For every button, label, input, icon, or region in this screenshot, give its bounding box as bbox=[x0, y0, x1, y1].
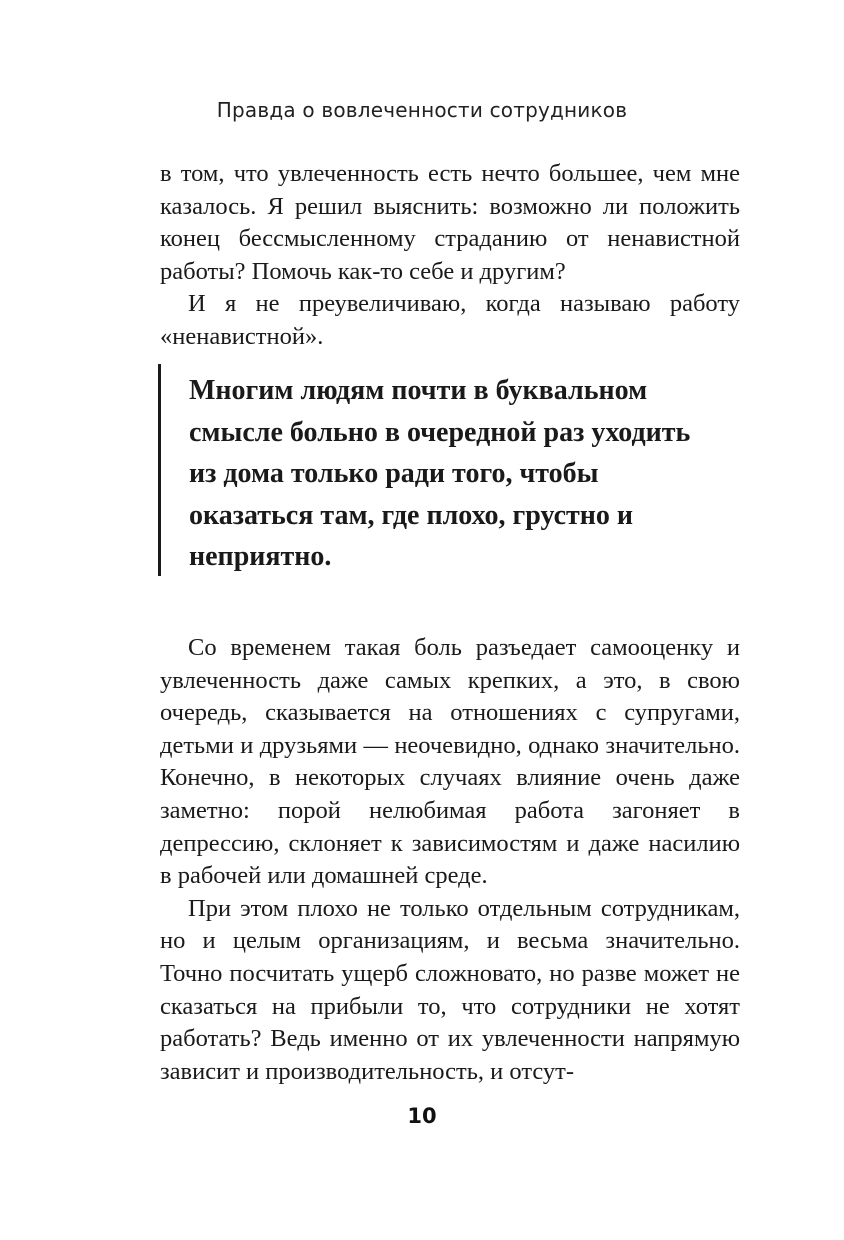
paragraph: Со временем такая боль разъедает самооценку и увлеченность даже самых крепких, а это, в свою очередь, сказывается на отношениях с супругами, детьми и друзьями — неочевидно, однако значительно. Конечно, в некоторых случаях влияние очень даже заметно: порой нелюбимая работа загоняет в депрессию, склоняет к зависимостям и даже насилию в рабочей или домашней среде. bbox=[160, 634, 740, 890]
body-text-bottom bbox=[160, 632, 740, 1088]
paragraph-continuation: в том, что увлеченность есть нечто большее, чем мне казалось. Я решил выяснить: возможно ли положить конец бессмысленному страданию от ненавистной работы? Помочь как-то себе и другим? bbox=[160, 160, 740, 285]
running-head: Правда о вовлеченности сотрудников bbox=[216, 98, 628, 122]
page-number: 10 bbox=[407, 1104, 437, 1128]
paragraph: И я не преувеличиваю, когда называю работу «ненавистной». bbox=[160, 290, 740, 350]
body-text-top bbox=[160, 158, 740, 354]
pull-quote bbox=[158, 364, 718, 576]
paragraph: При этом плохо не только отдельным сотрудникам, но и целым организациям, и весьма значительно. Точно посчитать ущерб сложновато, но разве может не сказаться на прибыли то, что сотрудники не хотят работать? Ведь именно от их увлеченности напрямую зависит и производительность, и отсут- bbox=[160, 894, 740, 1085]
pull-quote-text: Многим людям почти в буквальном смысле больно в очередной раз уходить из дома только ради того, чтобы оказаться там, где плохо, грустно и неприятно. bbox=[189, 375, 691, 572]
